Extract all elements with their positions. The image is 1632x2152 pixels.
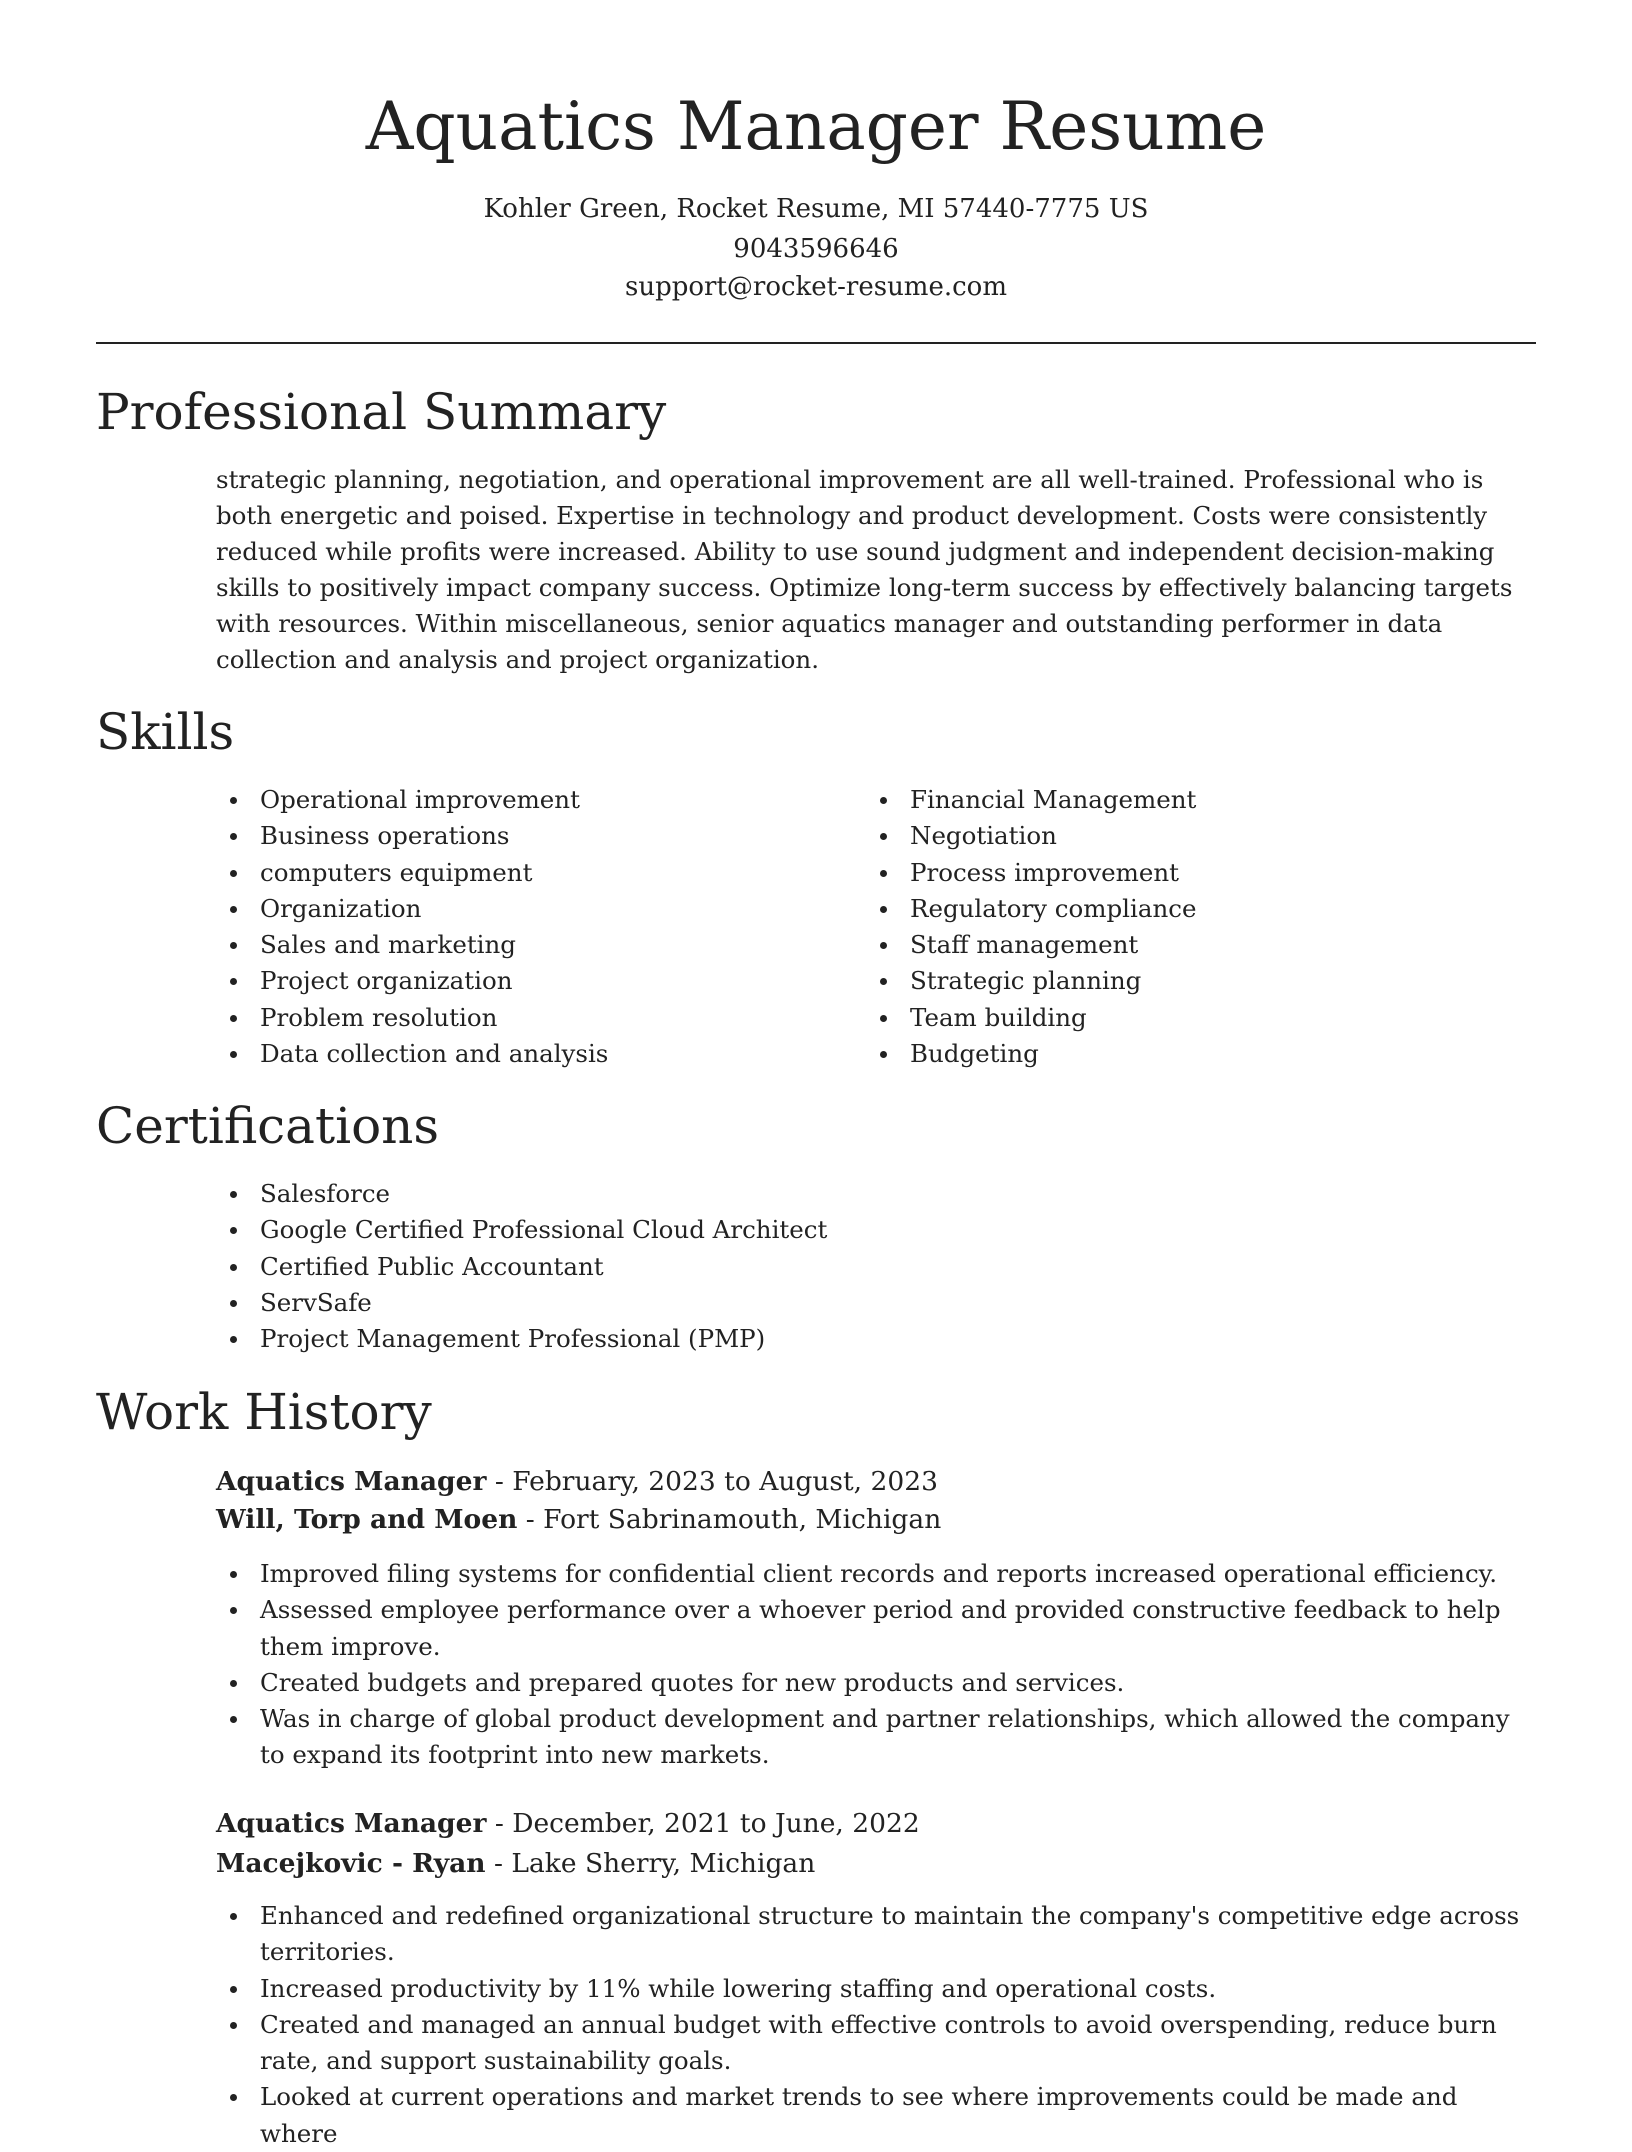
job-location: - Fort Sabrinamouth, Michigan: [517, 1504, 942, 1535]
job-bullet: Was in charge of global product development and partner relationships, which allowed the company to expand its footprint into new markets.: [216, 1701, 1536, 1774]
skill-item: Operational improvement: [216, 782, 856, 818]
resume-title: Aquatics Manager Resume: [365, 88, 1267, 165]
job-title-line: [216, 1463, 938, 1501]
job-company: Macejkovic - Ryan: [216, 1848, 486, 1879]
job-company: Will, Torp and Moen: [216, 1504, 518, 1535]
job-title-line: [216, 1805, 920, 1843]
skill-item: Data collection and analysis: [216, 1036, 856, 1072]
skills-list-left: [216, 782, 856, 1072]
job-bullets: [216, 1556, 1536, 1774]
job-bullet: Looked at current operations and market trends to see where improvements could be made and where: [216, 2079, 1536, 2152]
summary-text: strategic planning, negotiation, and operational improvement are all well-trained. Professional who is both energetic and poised. Expertise in technology and product development. Costs were consistently reduced while profits were increased. Ability to use sound judgment and independent decision-making skills to positively impact company success. Optimize long-term success by effectively balancing targets with resources. Within miscellaneous, senior aquatics manager and outstanding performer in data collection and analysis and project organization.: [216, 465, 1513, 674]
job-bullet: Created and managed an annual budget with effective controls to avoid overspending, reduce burn rate, and support sustainability goals.: [216, 2007, 1536, 2080]
certification-item: Project Management Professional (PMP): [216, 1321, 1536, 1357]
skill-item: Regulatory compliance: [866, 891, 1526, 927]
job-bullets: [216, 1898, 1536, 2152]
skill-item: Negotiation: [866, 818, 1526, 854]
work-history-heading: Work History: [96, 1383, 432, 1441]
job-company-line: [216, 1845, 815, 1883]
job-dates: - December, 2021 to June, 2022: [486, 1808, 920, 1839]
skill-item: Strategic planning: [866, 963, 1526, 999]
certifications-heading: Certifications: [96, 1097, 440, 1155]
skill-item: Problem resolution: [216, 1000, 856, 1036]
job-location: - Lake Sherry, Michigan: [485, 1848, 816, 1879]
skills-heading: Skills: [96, 703, 235, 761]
header-divider: [96, 342, 1536, 344]
certification-item: Salesforce: [216, 1176, 1536, 1212]
job-dates: - February, 2023 to August, 2023: [486, 1466, 938, 1497]
skill-item: computers equipment: [216, 855, 856, 891]
certification-item: ServSafe: [216, 1285, 1536, 1321]
skill-item: Sales and marketing: [216, 927, 856, 963]
skill-item: Organization: [216, 891, 856, 927]
skill-item: Project organization: [216, 963, 856, 999]
skill-item: Team building: [866, 1000, 1526, 1036]
job-title: Aquatics Manager: [216, 1808, 487, 1839]
job-bullet: Enhanced and redefined organizational structure to maintain the company's competitive edge across territories.: [216, 1898, 1536, 1971]
skill-item: Business operations: [216, 818, 856, 854]
contact-phone: 9043596646: [733, 234, 899, 264]
job-bullet: Increased productivity by 11% while lowering staffing and operational costs.: [216, 1971, 1536, 2007]
skills-list-right: [866, 782, 1526, 1072]
certification-item: Certified Public Accountant: [216, 1249, 1536, 1285]
certification-item: Google Certified Professional Cloud Architect: [216, 1212, 1536, 1248]
certifications-list: [216, 1176, 1536, 1357]
job-bullet: Created budgets and prepared quotes for new products and services.: [216, 1665, 1536, 1701]
summary-heading: Professional Summary: [96, 383, 667, 441]
skill-item: Financial Management: [866, 782, 1526, 818]
skill-item: Budgeting: [866, 1036, 1526, 1072]
skill-item: Process improvement: [866, 855, 1526, 891]
job-bullet: Assessed employee performance over a whoever period and provided constructive feedback to help them improve.: [216, 1592, 1536, 1665]
job-bullet: Improved filing systems for confidential client records and reports increased operational efficiency.: [216, 1556, 1536, 1592]
contact-address: Kohler Green, Rocket Resume, MI 57440-7775 US: [483, 194, 1149, 224]
contact-email: support@rocket-resume.com: [624, 272, 1007, 302]
skill-item: Staff management: [866, 927, 1526, 963]
job-title: Aquatics Manager: [216, 1466, 487, 1497]
job-company-line: [216, 1501, 941, 1539]
